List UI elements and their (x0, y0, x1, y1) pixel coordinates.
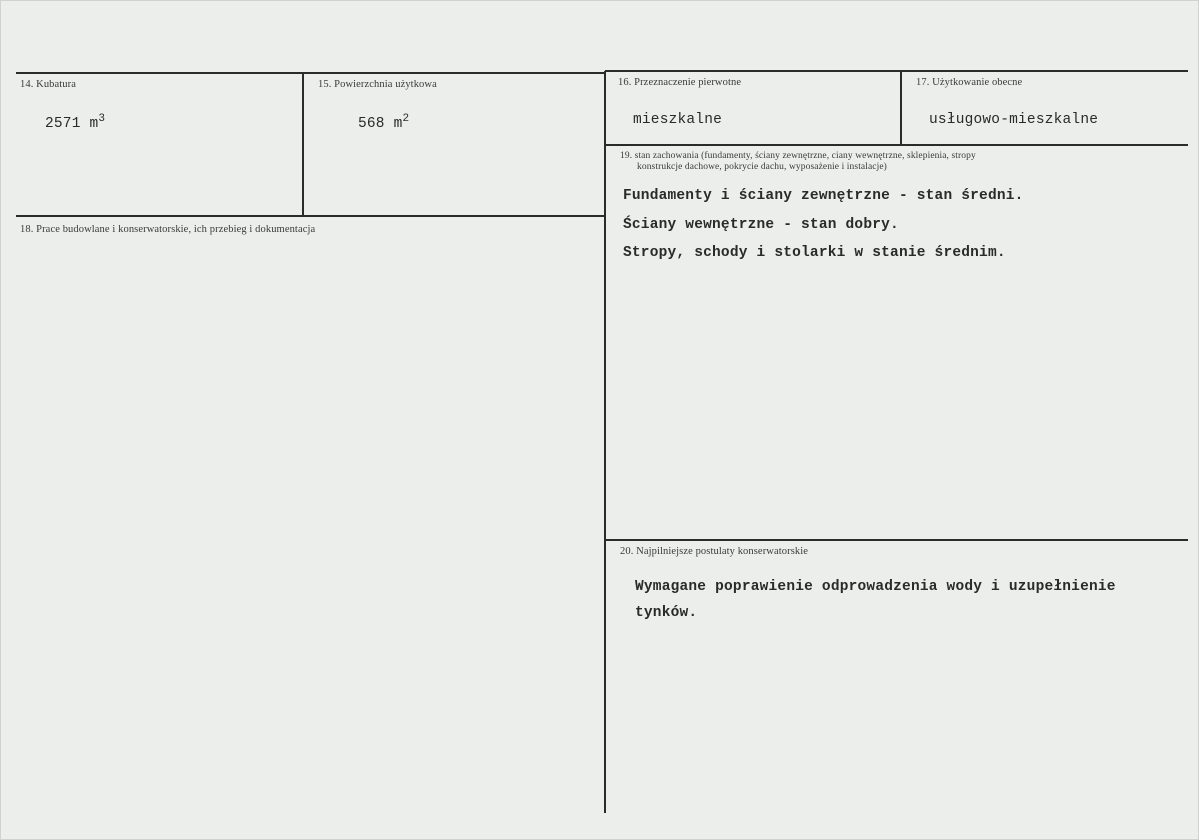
field-16-label: 16. Przeznaczenie pierwotne (618, 77, 742, 88)
divider-16-17 (900, 71, 902, 145)
field-17-label: 17. Użytkowanie obecne (916, 77, 1023, 88)
top-rule-right (605, 70, 1188, 72)
field-18-label: 18. Prace budowlane i konserwatorskie, ich przebieg i dokumentacja (20, 224, 316, 235)
field-14-value (45, 113, 106, 132)
field-19-label-line-1: 19. stan zachowania (fundamenty, ściany zewnętrzne, ciany wewnętrzne, sklepienia, stropy (620, 151, 976, 161)
top-rule-left (16, 72, 605, 74)
kubatura-value: 2571 m (45, 116, 99, 132)
field-15-value (358, 113, 410, 132)
field-20-label: 20. Najpilniejsze postulaty konserwatorskie (620, 546, 809, 557)
field-20-line-1: Wymagane poprawienie odprowadzenia wody i uzupełnienie (635, 579, 1116, 595)
field-19-line-3: Stropy, schody i stolarki w stanie średnim. (623, 245, 1006, 261)
field-19-line-2: Ściany wewnętrzne - stan dobry. (623, 217, 899, 233)
field-15-label: 15. Powierzchnia użytkowa (318, 79, 437, 90)
field-14-label: 14. Kubatura (20, 79, 77, 90)
field-19-line-1: Fundamenty i ściany zewnętrzne - stan średni. (623, 188, 1024, 204)
rule-below-15 (16, 215, 605, 217)
rule-below-17 (605, 144, 1188, 146)
kubatura-exponent: 3 (98, 113, 106, 126)
field-19-label (620, 151, 1180, 173)
field-16-value: mieszkalne (633, 112, 723, 128)
field-20-line-2: tynków. (635, 605, 698, 621)
divider-14-15 (302, 73, 304, 216)
powierzchnia-exponent: 2 (402, 113, 410, 126)
field-17-value: usługowo-mieszkalne (929, 112, 1099, 128)
powierzchnia-value: 568 m (358, 116, 403, 132)
center-divider (604, 71, 606, 813)
field-19-label-line-2: konstrukcje dachowe, pokrycie dachu, wyposażenie i instalacje) (637, 162, 887, 172)
rule-above-20 (605, 539, 1188, 541)
